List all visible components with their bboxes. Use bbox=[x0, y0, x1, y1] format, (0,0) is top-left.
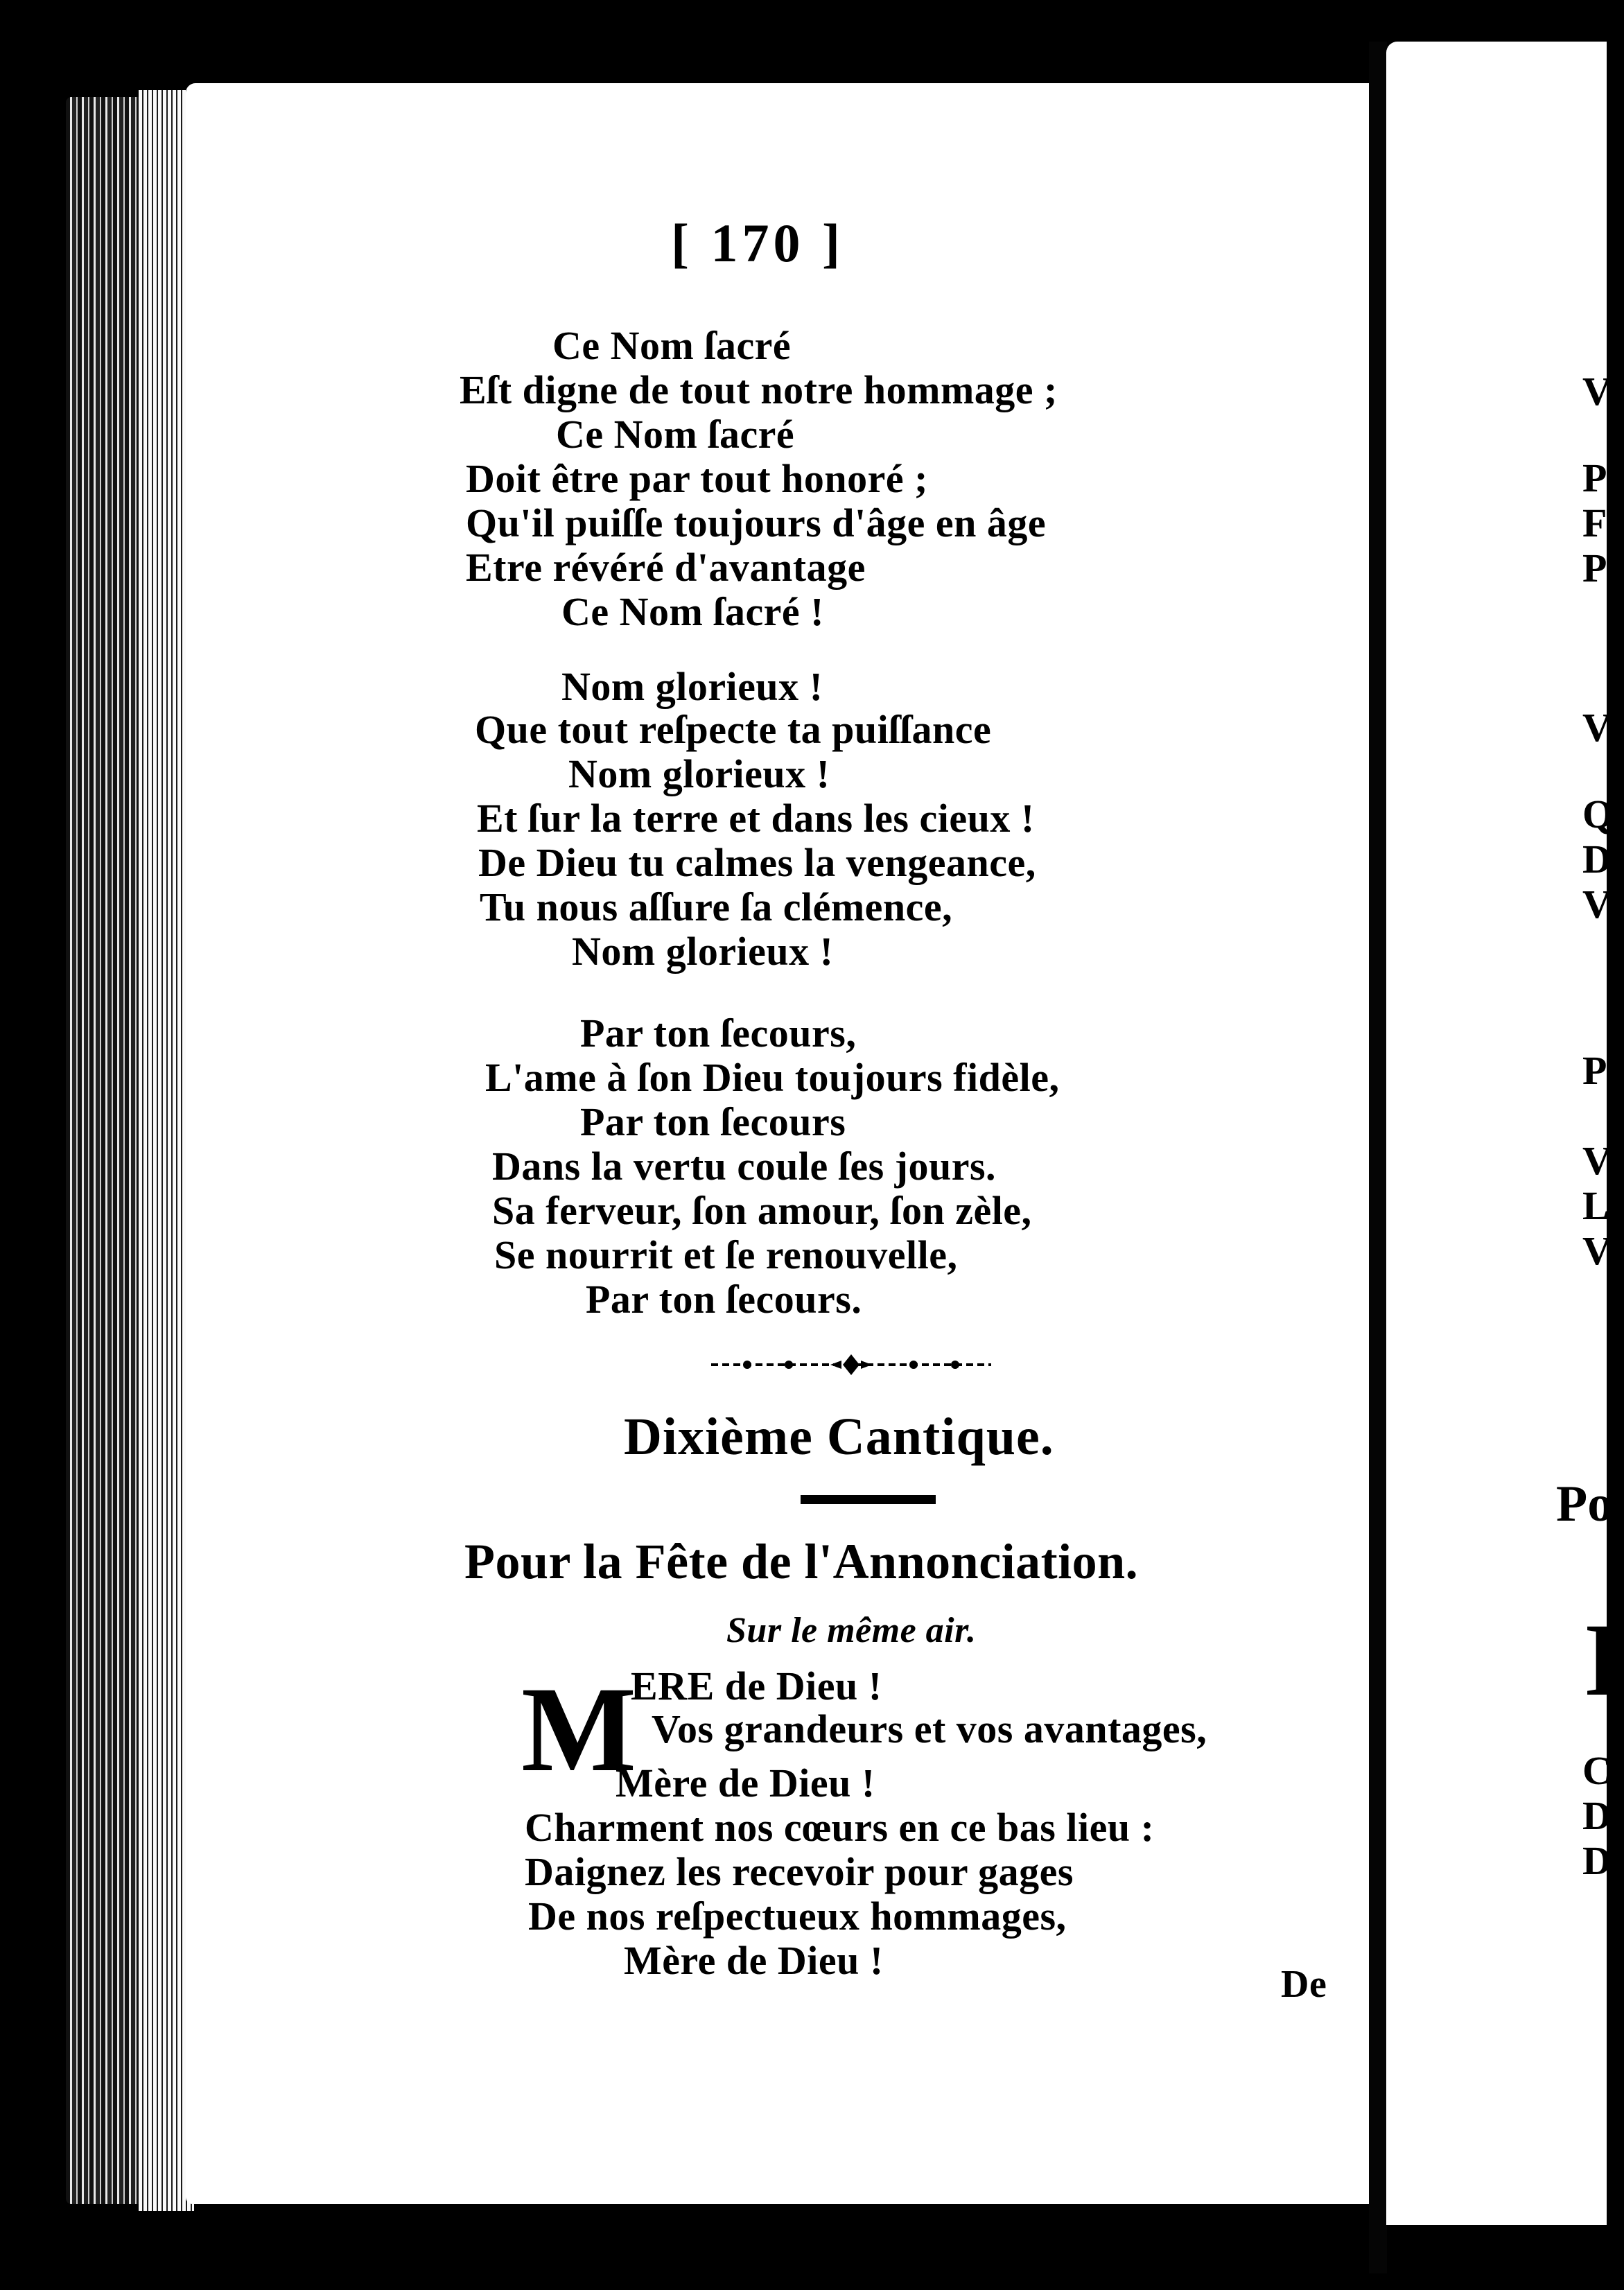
facing-page-letter: P bbox=[1582, 545, 1607, 591]
facing-page-letter: P bbox=[1582, 455, 1607, 500]
verse-line: Et ſur la terre et dans les cieux ! bbox=[477, 796, 1035, 841]
tune-note: Sur le même air. bbox=[726, 1611, 977, 1650]
facing-page-letter: D bbox=[1582, 1838, 1612, 1883]
facing-page-letter: V bbox=[1582, 1138, 1612, 1183]
facing-page-letter: Po bbox=[1556, 1476, 1614, 1532]
verse-line: Nom glorieux ! bbox=[572, 929, 834, 974]
verse-line: Charment nos cœurs en ce bas lieu : bbox=[525, 1805, 1155, 1850]
facing-page-letter: V bbox=[1582, 369, 1612, 414]
verse-line: ERE de Dieu ! bbox=[631, 1663, 882, 1708]
facing-page-letter: V bbox=[1582, 882, 1612, 927]
verse-line: De Dieu tu calmes la vengeance, bbox=[478, 840, 1036, 885]
fleuron-ornament bbox=[706, 1352, 997, 1377]
verse-line: Ce Nom ſacré bbox=[556, 412, 795, 457]
verse-line: L'ame à ſon Dieu toujours fidèle, bbox=[485, 1055, 1060, 1100]
facing-page-letter: I bbox=[1584, 1602, 1624, 1718]
facing-page-letter: P bbox=[1582, 1048, 1607, 1093]
verse-line: Doit être par tout honoré ; bbox=[466, 456, 928, 501]
verse-line: Se nourrit et ſe renouvelle, bbox=[494, 1232, 958, 1277]
facing-page-letter: D bbox=[1582, 1793, 1612, 1838]
facing-page-letter: L bbox=[1582, 1183, 1609, 1228]
verse-line: Dans la vertu coule ſes jours. bbox=[492, 1144, 997, 1189]
verse-line: Nom glorieux ! bbox=[568, 751, 830, 796]
facing-page-letter: Q bbox=[1582, 792, 1614, 837]
title-rule bbox=[801, 1495, 936, 1504]
verse-line: Par ton ſecours bbox=[580, 1099, 846, 1144]
drop-cap: M bbox=[521, 1662, 637, 1797]
verse-line: Sa ferveur, ſon amour, ſon zèle, bbox=[492, 1188, 1032, 1233]
verse-line: Etre révéré d'avantage bbox=[466, 545, 866, 590]
verse-line: Qu'il puiſſe toujours d'âge en âge bbox=[466, 500, 1047, 545]
facing-page-letter: V bbox=[1582, 1228, 1612, 1273]
verse-line: Ce Nom ſacré ! bbox=[561, 589, 824, 634]
facing-page-letter: F bbox=[1582, 500, 1607, 545]
verse-line: Mère de Dieu ! bbox=[615, 1760, 875, 1806]
verse-line: De nos reſpectueux hommages, bbox=[528, 1894, 1067, 1939]
verse-line: Eſt digne de tout notre hommage ; bbox=[460, 367, 1058, 412]
verse-line: Tu nous aſſure ſa clémence, bbox=[480, 884, 953, 929]
verse-line: Par ton ſecours. bbox=[586, 1277, 862, 1322]
verse-line: Daignez les recevoir pour gages bbox=[525, 1849, 1074, 1894]
verse-line: Ce Nom ſacré bbox=[552, 323, 792, 368]
facing-page-letter: C bbox=[1582, 1748, 1612, 1793]
verse-line: Nom glorieux ! bbox=[561, 664, 823, 709]
verse-line: Par ton ſecours, bbox=[580, 1011, 857, 1056]
section-title: Dixième Cantique. bbox=[624, 1408, 1054, 1466]
verse-line: Que tout reſpecte ta puiſſance bbox=[475, 707, 992, 752]
right-page bbox=[1386, 42, 1607, 2225]
verse-line: Mère de Dieu ! bbox=[624, 1938, 884, 1983]
catchword: De bbox=[1281, 1963, 1327, 2006]
facing-page-letter: D bbox=[1582, 837, 1612, 882]
section-subtitle: Pour la Fête de l'Annonciation. bbox=[464, 1534, 1139, 1589]
verse-line: Vos grandeurs et vos avantages, bbox=[652, 1706, 1207, 1751]
page-header: [ 170 ] bbox=[671, 213, 844, 273]
facing-page-letter: V bbox=[1582, 705, 1612, 750]
book-gutter bbox=[1369, 42, 1387, 2273]
